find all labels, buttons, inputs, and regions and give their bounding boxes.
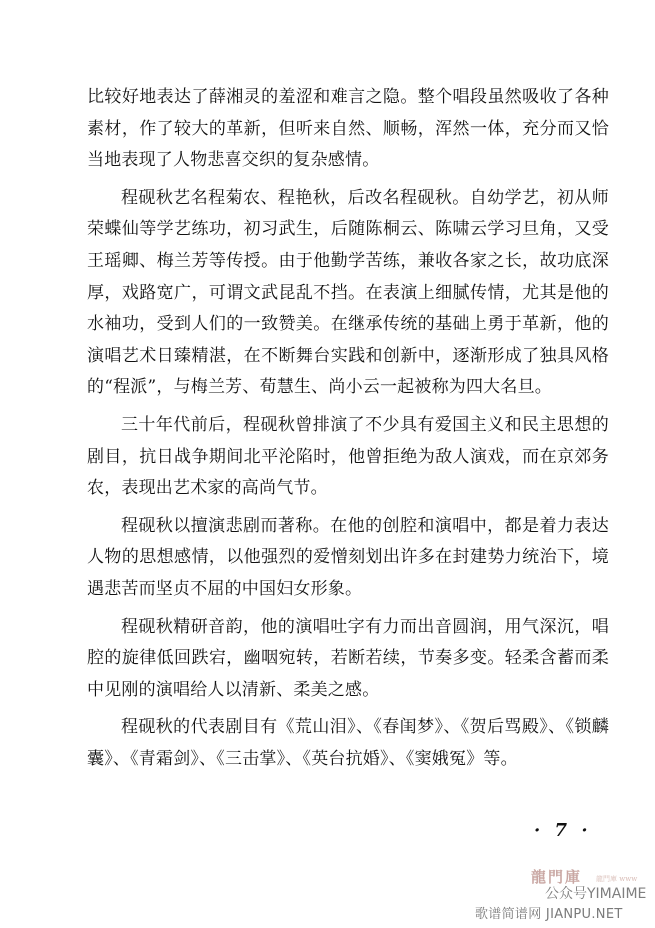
paragraph-2: 程砚秋艺名程菊农、程艳秋，后改名程砚秋。自幼学艺，初从师荣蝶仙等学艺练功，初习武生，后随陈桐云、陈啸云学习旦角，又受王瑶卿、梅兰芳等传授。由于他勤学苦练，兼收各家之长，故功底深厚，戏路宽广，可谓文武昆乱不挡。在表演上细腻传情，尤其是他的水袖功，受到人们的一致赞美。在继承传统的基础上勇于革新，他的演唱艺术日臻精湛，在不断舞台实践和创新中，逐渐形成了独具风格的“程派”，与梅兰芳、荀慧生、尚小云一起被称为四大名旦。 — [87, 187, 609, 398]
watermark-line-1: 公众号YIMAIME — [545, 886, 647, 902]
paragraph-6: 程砚秋的代表剧目有《荒山泪》、《春闺梦》、《贺后骂殿》、《锁麟囊》、《青霜剑》、《三击掌》、《英台抗婚》、《窦娥冤》等。 — [87, 717, 609, 769]
watermark-logo-small: 龍門庫 www — [596, 875, 638, 883]
paragraph-4: 程砚秋以擅演悲剧而著称。在他的创腔和演唱中，都是着力表达人物的思想感情，以他强烈的爱憎刻划出许多在封建势力统治下，境遇悲苦而坚贞不屈的中国妇女形象。 — [87, 515, 609, 599]
paragraph-3: 三十年代前后，程砚秋曾排演了不少具有爱国主义和民主思想的剧目，抗日战争期间北平沦陷时，他曾拒绝为敌人演戏，而在京郊务农，表现出艺术家的高尚气节。 — [87, 414, 609, 499]
paragraph-1: 比较好地表达了薛湘灵的羞涩和难言之隐。整个唱段虽然吸收了各种素材，作了较大的革新，但听来自然、顺畅，浑然一体，充分而又恰当地表现了人物悲喜交织的复杂感情。 — [87, 87, 609, 171]
page-number: · 7 · — [534, 820, 592, 841]
paragraph-5: 程砚秋精研音韵，他的演唱吐字有力而出音圆润，用气深沉，唱腔的旋律低回跌宕，幽咽宛转，若断若续，节奏多变。轻柔含蓄而柔中见刚的演唱给人以清新、柔美之感。 — [87, 616, 609, 700]
watermark-line-2: 歌谱简谱网 JIANPU.NET — [475, 907, 623, 922]
watermark-logo: 龍門庫 — [531, 868, 583, 886]
body-text — [87, 82, 609, 781]
